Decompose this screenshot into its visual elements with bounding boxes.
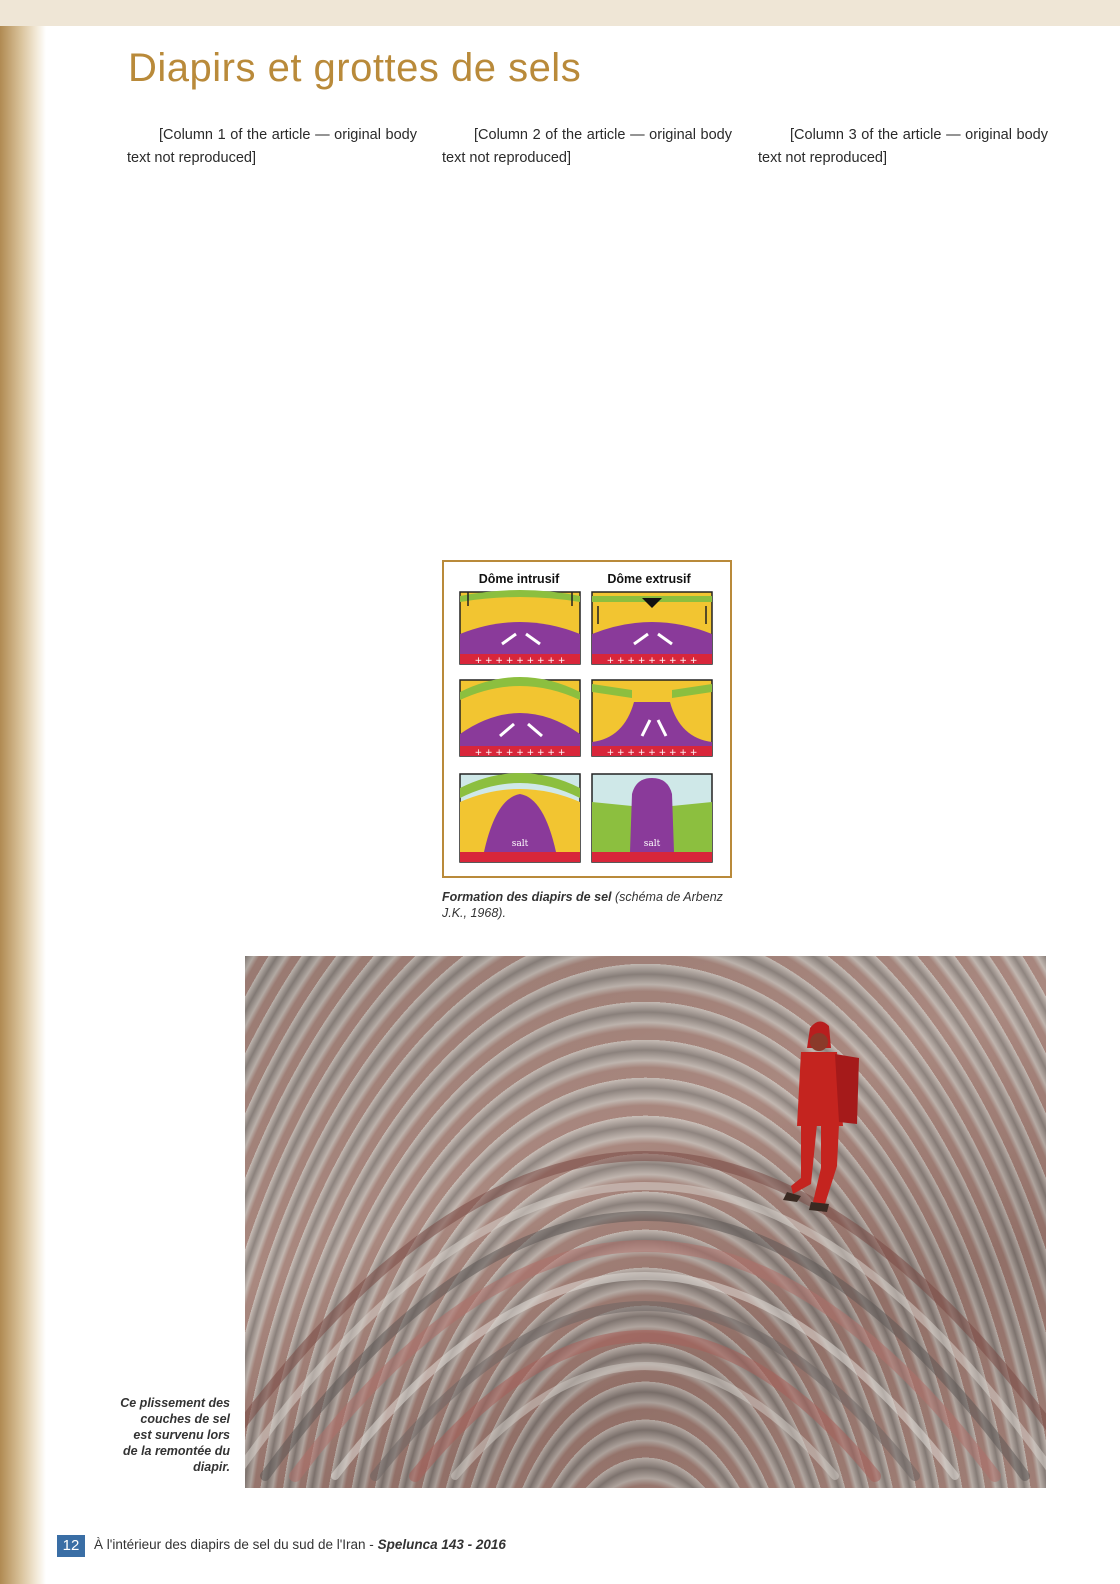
salt-fold-photo <box>245 956 1046 1488</box>
figure-caption-source: (schéma de Arbenz J.K., 1968). <box>442 890 723 920</box>
svg-text:+ + + + + + + + +: + + + + + + + + + <box>606 656 698 666</box>
article-column-1 <box>127 124 417 170</box>
extrusive-stage-1 <box>592 592 712 666</box>
extrusive-stage-3 <box>592 774 712 862</box>
svg-text:+ + + + + + + + +: + + + + + + + + + <box>606 748 698 758</box>
diagram-label-extrusive: Dôme extrusif <box>607 572 691 586</box>
photo-caption: Ce plissement des couches de sel est survenu lors de la remontée du diapir. <box>120 1396 230 1474</box>
top-band <box>0 0 1120 26</box>
intrusive-stage-2 <box>460 677 580 758</box>
article-column-3 <box>758 124 1048 170</box>
diapir-diagram <box>442 560 732 878</box>
diapir-diagram-svg <box>444 562 730 876</box>
running-footer <box>94 1537 506 1552</box>
article-column-2 <box>442 124 732 170</box>
extrusive-stage-2 <box>592 680 712 758</box>
left-decorative-band <box>0 26 46 1584</box>
svg-text:+ + + + + + + + +: + + + + + + + + + <box>474 748 566 758</box>
running-title: À l'intérieur des diapirs de sel du sud de l'Iran - <box>94 1537 378 1552</box>
salt-label-left: salt <box>511 839 529 849</box>
intrusive-stage-1 <box>460 590 580 666</box>
photo-illustration <box>245 956 1046 1488</box>
salt-label-right: salt <box>643 839 661 849</box>
svg-text:+ + + + + + + + +: + + + + + + + + + <box>474 656 566 666</box>
page-number: 12 <box>57 1535 85 1557</box>
article-title: Diapirs et grottes de sels <box>128 46 582 90</box>
column-2-text: [Column 2 of the article — original body text not reproduced] <box>442 127 732 166</box>
person-in-red <box>783 1021 859 1212</box>
journal-name: Spelunca 143 - 2016 <box>377 1537 506 1552</box>
intrusive-stage-3 <box>460 773 580 862</box>
column-1-text: [Column 1 of the article — original body text not reproduced] <box>127 127 417 166</box>
figure-caption-title: Formation des diapirs de sel <box>442 890 612 904</box>
diagram-label-intrusive: Dôme intrusif <box>478 572 560 586</box>
figure-caption <box>442 889 732 921</box>
column-3-text: [Column 3 of the article — original body text not reproduced] <box>758 127 1048 166</box>
